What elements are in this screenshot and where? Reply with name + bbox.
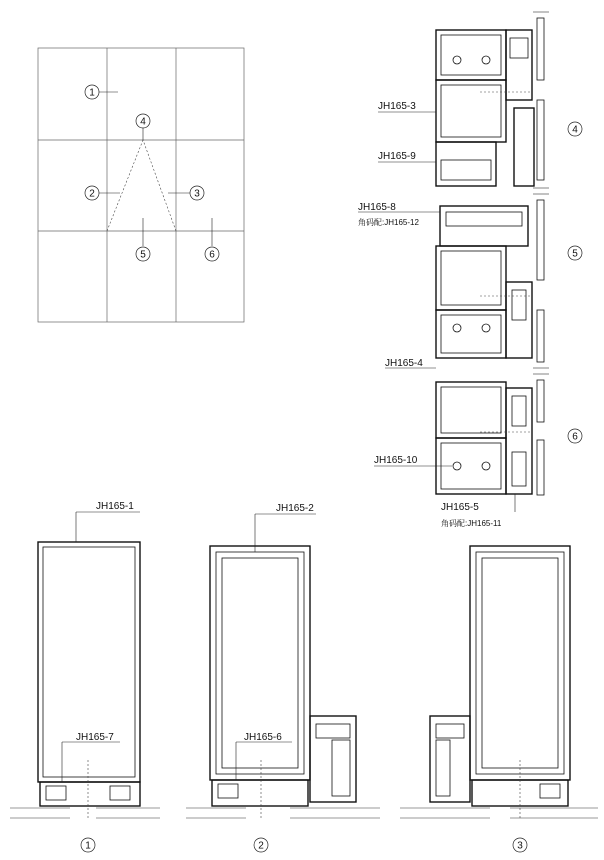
profile-zone-4 [436, 30, 534, 186]
profile-zone-5 [436, 206, 532, 358]
label-jh165-2: JH165-2 [276, 503, 314, 514]
svg-text:5: 5 [140, 249, 146, 261]
section-marker-5 [568, 246, 582, 260]
glass-pane [537, 200, 544, 280]
bottom-section-1 [10, 501, 160, 852]
bottom-marker-3 [513, 838, 527, 852]
glass-pane [537, 310, 544, 362]
label-jh165-1: JH165-1 [96, 501, 134, 512]
bottom-marker-2 [254, 838, 268, 852]
label-jh165-8-note: 角码配:JH165-12 [358, 218, 419, 227]
zone-marker-4 [136, 114, 150, 128]
bottom-marker-1 [81, 838, 95, 852]
zone-marker-6 [205, 247, 219, 261]
svg-text:3: 3 [194, 188, 200, 200]
label-jh165-6: JH165-6 [244, 732, 282, 743]
label-jh165-5: JH165-5 [441, 502, 479, 513]
svg-text:5: 5 [572, 248, 578, 260]
zone-marker-5 [136, 247, 150, 261]
vertical-section-stack [358, 12, 582, 528]
label-jh165-10: JH165-10 [374, 455, 418, 466]
label-jh165-7: JH165-7 [76, 732, 114, 743]
svg-text:6: 6 [572, 431, 578, 443]
bottom-section-2 [186, 503, 380, 852]
zone-marker-2 [85, 186, 99, 200]
svg-text:1: 1 [89, 87, 95, 99]
opening-line-left [107, 140, 143, 231]
zone-marker-3 [190, 186, 204, 200]
opening-line-right [143, 140, 176, 231]
zone-marker-1 [85, 85, 99, 99]
section-marker-4 [568, 122, 582, 136]
svg-text:1: 1 [85, 840, 91, 852]
svg-text:2: 2 [258, 840, 264, 852]
svg-text:2: 2 [89, 188, 95, 200]
glass-pane [537, 18, 544, 80]
section-marker-6 [568, 429, 582, 443]
svg-text:4: 4 [572, 124, 578, 136]
svg-text:4: 4 [140, 116, 146, 128]
glass-pane [537, 100, 544, 180]
glass-pane [537, 380, 544, 422]
svg-text:3: 3 [517, 840, 523, 852]
label-jh165-4: JH165-4 [385, 358, 423, 369]
label-jh165-8: JH165-8 [358, 202, 396, 213]
elevation-diagram [38, 48, 244, 322]
profile-zone-6 [436, 382, 532, 512]
bottom-section-3 [400, 546, 598, 852]
glass-pane [537, 440, 544, 495]
svg-text:6: 6 [209, 249, 215, 261]
elevation-frame [38, 48, 244, 322]
label-jh165-9: JH165-9 [378, 151, 416, 162]
label-jh165-3: JH165-3 [378, 101, 416, 112]
label-jh165-5-note: 角码配:JH165-11 [441, 519, 502, 528]
